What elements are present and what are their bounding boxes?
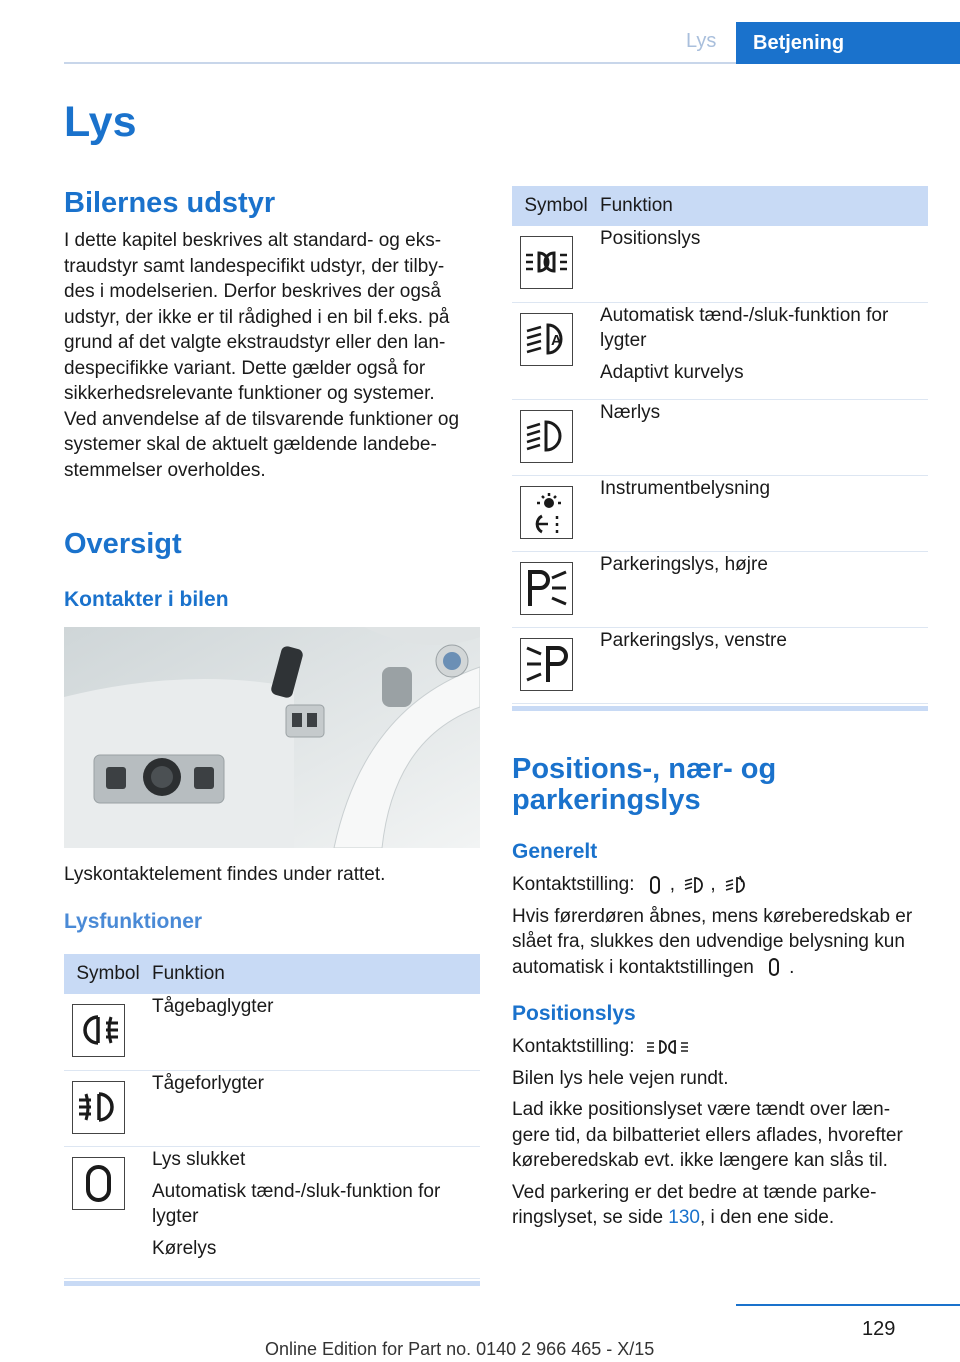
section-heading-line: parkeringslys xyxy=(512,784,701,816)
rear-fog-light-icon xyxy=(72,1004,125,1057)
switch-positions xyxy=(512,872,928,898)
header-section-tab[interactable]: Lys xyxy=(686,30,717,52)
function-label: Parkeringslys, venstre xyxy=(600,629,787,651)
col-symbol-header: Symbol xyxy=(512,186,600,226)
header-chapter-tab[interactable]: Betjening xyxy=(736,22,960,64)
table-end-rule xyxy=(512,706,928,711)
generelt-heading: Generelt xyxy=(512,840,598,863)
parking-light-left-icon xyxy=(520,638,573,691)
intro-section xyxy=(64,186,480,483)
auto-headlight-icon xyxy=(725,874,747,896)
generelt-text: slået fra, slukkes den udvendige belysning kun xyxy=(512,931,905,952)
function-label: Instrumentbelysning xyxy=(600,477,771,499)
intro-line: I dette kapitel beskrives alt standard- og eks- xyxy=(64,230,442,251)
page-title: Lys xyxy=(64,98,137,146)
overview-heading: Oversigt xyxy=(64,528,182,560)
generelt-text: automatisk i kontaktstillingen xyxy=(512,956,754,978)
function-label: Lys slukket xyxy=(152,1148,246,1170)
switch-label: Kontaktstilling: xyxy=(512,1036,635,1057)
table-end-rule xyxy=(64,1281,480,1286)
function-label: Adaptivt kurvelys xyxy=(600,361,744,383)
col-symbol-header: Symbol xyxy=(64,954,152,994)
table-row xyxy=(64,1070,480,1146)
col-function-header: Funktion xyxy=(152,954,480,994)
function-label: Nærlys xyxy=(600,401,661,423)
table-row xyxy=(512,627,928,703)
photo-caption: Lyskontaktelement findes under rattet. xyxy=(64,864,386,885)
period: . xyxy=(789,956,795,978)
function-label: Automatisk tænd-/sluk-funktion for lygter xyxy=(600,304,889,351)
table-row xyxy=(64,994,480,1070)
generelt-text: Hvis førerdøren åbnes, mens køreberedskab er xyxy=(512,905,913,927)
overview-subheading: Kontakter i bilen xyxy=(64,588,229,611)
intro-line: sikkerhedsrelevante funktioner og systemer. xyxy=(64,383,435,404)
right-symbol-table xyxy=(512,186,928,711)
pos-text: gere tid, da bilbatteriet ellers aflades, hvorefter xyxy=(512,1124,903,1146)
parking-light-right-icon xyxy=(520,562,573,615)
pos-text: køreberedskab evt. ikke længere kan slås til. xyxy=(512,1150,888,1171)
separator: , xyxy=(710,874,716,895)
table-row xyxy=(512,302,928,399)
table-row xyxy=(512,475,928,551)
footer-edition: Online Edition for Part no. 0140 2 966 465 - X/15 xyxy=(265,1339,655,1359)
intro-line: despecifikke variant. Dette gælder også for xyxy=(64,357,426,379)
function-label: Kørelys xyxy=(152,1237,217,1259)
function-label: Tågeforlygter xyxy=(152,1072,264,1094)
table-row xyxy=(512,399,928,475)
intro-text xyxy=(64,228,480,483)
intro-line: des i modelserien. Derfor beskrives der også xyxy=(64,281,442,302)
parking-lights-icon xyxy=(644,1036,692,1058)
section-heading xyxy=(512,754,928,816)
page-reference-link[interactable]: 130 xyxy=(668,1207,700,1228)
low-beam-icon xyxy=(520,410,573,463)
intro-line: traudstyr samt landespecifikt udstyr, der tilby- xyxy=(64,255,445,277)
intro-heading: Bilernes udstyr xyxy=(64,187,276,219)
table-row xyxy=(512,226,928,302)
table-row xyxy=(64,1146,480,1278)
switch-label: Kontaktstilling: xyxy=(512,874,635,895)
switch-off-icon xyxy=(644,874,666,896)
svg-text:A: A xyxy=(551,331,562,349)
switch-off-icon xyxy=(763,956,785,978)
parking-lights-icon xyxy=(520,236,573,289)
pos-switch-position xyxy=(512,1034,928,1060)
page-number: 129 xyxy=(862,1318,896,1340)
pos-tip xyxy=(512,1180,928,1231)
intro-line: grund af det valgte ekstraudstyr eller den lan- xyxy=(64,332,446,353)
intro-line: stemmelser overholdes. xyxy=(64,459,266,481)
intro-line: systemer skal de aktuelt gældende landebe- xyxy=(64,434,437,455)
pos-text: , i den ene side. xyxy=(700,1207,835,1228)
function-label: Positionslys xyxy=(600,228,701,249)
pos-warning xyxy=(512,1097,928,1174)
steering-wheel-photo xyxy=(64,627,480,848)
positionslys-heading: Positionslys xyxy=(512,1002,636,1025)
section-heading-line: Positions-, nær- og xyxy=(512,753,777,785)
pos-text: Bilen lys hele vejen rundt. xyxy=(512,1067,729,1089)
instrument-lighting-icon xyxy=(520,486,573,539)
table-row xyxy=(512,551,928,627)
low-beam-icon xyxy=(684,874,706,896)
function-label: Tågebaglygter xyxy=(152,996,274,1017)
col-function-header: Funktion xyxy=(600,186,928,226)
intro-line: udstyr, der ikke er til rådighed i en bil f.eks. på xyxy=(64,306,450,328)
function-label: Parkeringslys, højre xyxy=(600,553,768,575)
intro-line: Ved anvendelse af de tilsvarende funktioner og xyxy=(64,408,460,430)
separator: , xyxy=(669,874,676,895)
lights-section xyxy=(512,754,928,1231)
pos-text: Lad ikke positionslyset være tændt over læn- xyxy=(512,1099,891,1120)
left-symbol-table xyxy=(64,954,480,1286)
auto-headlight-icon xyxy=(520,313,573,366)
function-label: Automatisk tænd-/sluk-funktion for lygter xyxy=(152,1180,441,1227)
front-fog-light-icon xyxy=(72,1081,125,1134)
generelt-text-last xyxy=(512,955,928,981)
pos-text: ringslyset, se side xyxy=(512,1207,664,1228)
functions-heading: Lysfunktioner xyxy=(64,910,203,933)
lights-off-icon xyxy=(72,1157,125,1210)
pos-text-ref xyxy=(512,1205,928,1231)
pos-text: Ved parkering er det bedre at tænde parke- xyxy=(512,1181,877,1203)
footer-rule xyxy=(736,1304,960,1306)
